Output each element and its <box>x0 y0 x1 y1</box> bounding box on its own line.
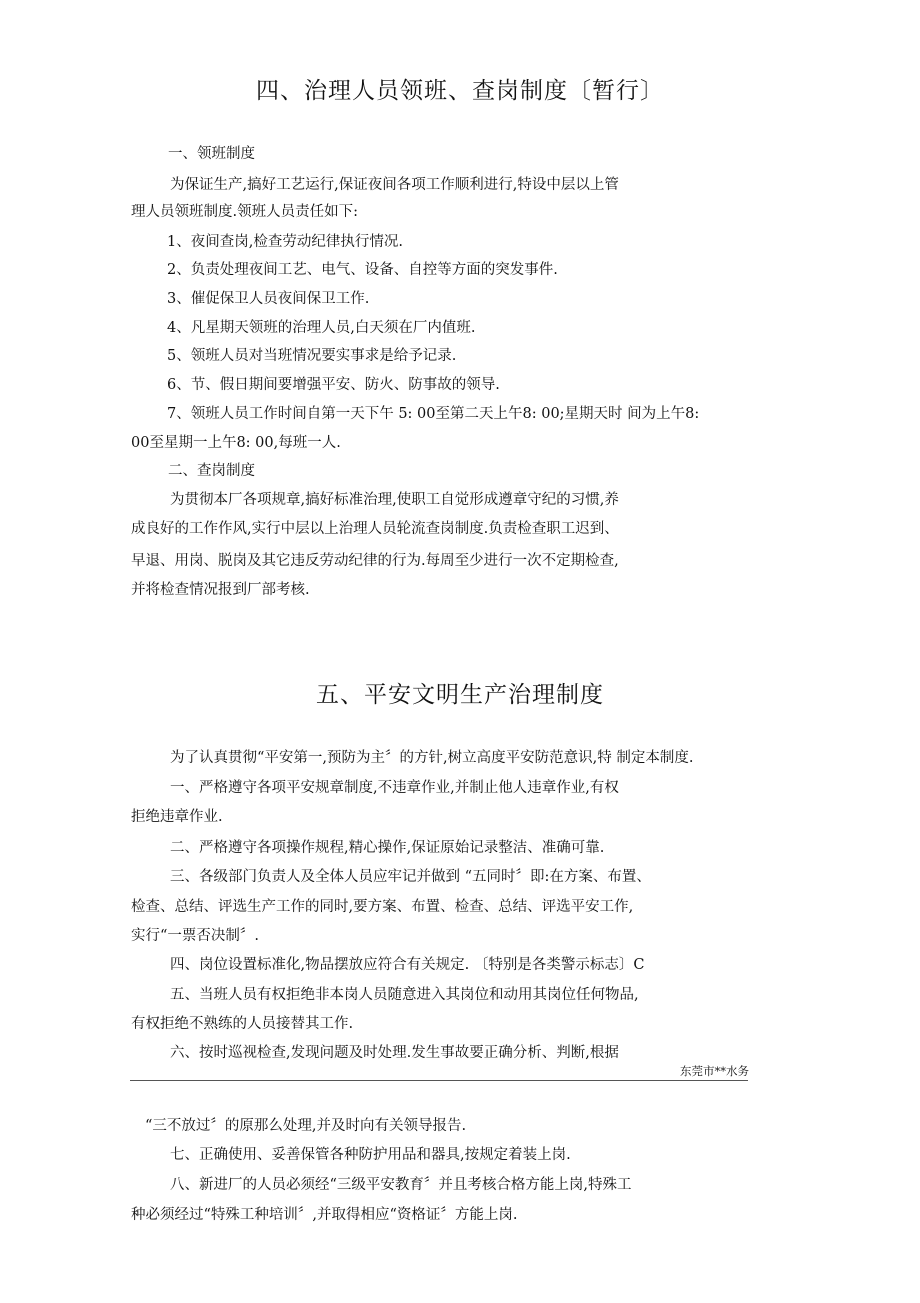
section5-rule-item: 八、新进厂的人员必须经“三级平安教育〞并且考核合格方能上岗,特殊工 <box>170 1177 632 1193</box>
section4-list-item: 1、夜间查岗,检查劳动纪律执行情况. <box>167 234 403 250</box>
section4-list-item: 7、领班人员工作时间自第一天下午 5: 00至第二天上午8: 00;星期天时 间为上午8: <box>167 406 700 422</box>
section5-rule-continued: 检查、总结、评选生产工作的同时,要方案、布置、检查、总结、评选平安工作, <box>131 899 634 915</box>
section5-title: 五、平安文明生产治理制度 <box>316 682 604 708</box>
section5-rule-continued: 有权拒绝不熟练的人员接替其工作. <box>131 1016 354 1032</box>
section5-rule-continued: 拒绝违章作业. <box>131 809 223 825</box>
section5-rule-item: 三、各级部门负责人及全体人员应牢记并做到 “五同时〞即:在方案、布置、 <box>170 869 651 885</box>
section4-paragraph-line: 并将检查情况报到厂部考核. <box>131 582 310 598</box>
section4-subheading-2: 二、查岗制度 <box>168 463 255 479</box>
section4-list-item-continued: 00至星期一上午8: 00,每班一人. <box>131 435 341 451</box>
section5-rule-item: 五、当班人员有权拒绝非本岗人员随意进入其岗位和动用其岗位任何物品, <box>170 987 639 1003</box>
section4-list-item: 6、节、假日期间要增强平安、防火、防事故的领导. <box>167 377 500 393</box>
section5-rule-item: 二、严格遵守各项操作规程,精心操作,保证原始记录整洁、准确可靠. <box>170 840 605 856</box>
section4-list-item: 4、凡星期天领班的治理人员,白天须在厂内值班. <box>167 320 476 336</box>
section4-list-item: 3、催促保卫人员夜间保卫工作. <box>167 291 370 307</box>
section4-paragraph-line: 为贯彻本厂各项规章,搞好标准治理,使职工自觉形成遵章守纪的习惯,养 <box>170 492 619 508</box>
section5-rule-item: 七、正确使用、妥善保管各种防护用品和器具,按规定着装上岗. <box>170 1147 571 1163</box>
section4-list-item: 5、领班人员对当班情况要实事求是给予记录. <box>167 348 457 364</box>
section5-intro: 为了认真贯彻“平安第一,预防为主〞的方针,树立高度平安防范意识,特 制定本制度. <box>170 750 694 766</box>
section4-paragraph-line: 为保证生产,搞好工艺运行,保证夜间各项工作顺利进行,特设中层以上管 <box>170 177 619 193</box>
section5-rule-continued: 实行“一票否决制〞. <box>131 928 260 944</box>
section4-paragraph-line: 早退、用岗、脱岗及其它违反劳动纪律的行为.每周至少进行一次不定期检查, <box>131 553 619 569</box>
section5-rule-item: 四、岗位设置标准化,物品摆放应符合有关规定. 〔特别是各类警示标志〕C <box>170 957 645 973</box>
section5-rule-item: 六、按时巡视检查,发现问题及时处理.发生事故要正确分析、判断,根据 <box>170 1045 619 1061</box>
section4-title: 四、治理人员领班、查岗制度〔暂行〕 <box>256 78 664 104</box>
section4-list-item: 2、负责处理夜间工艺、电气、设备、自控等方面的突发事件. <box>167 262 558 278</box>
section4-paragraph-line: 成良好的工作作风,实行中层以上治理人员轮流查岗制度.负责检查职工迟到、 <box>131 521 619 537</box>
section4-paragraph-line: 理人员领班制度.领班人员责任如下: <box>131 204 358 220</box>
section5-rule-continued: “三不放过〞的原那么处理,并及时向有关领导报告. <box>145 1118 467 1134</box>
section4-subheading-1: 一、领班制度 <box>168 146 255 162</box>
footer-divider <box>130 1080 748 1081</box>
section5-rule-item: 一、严格遵守各项平安规章制度,不违章作业,并制止他人违章作业,有权 <box>170 780 619 796</box>
page-footer-text: 东莞市**水务 <box>680 1064 749 1078</box>
section5-rule-continued: 种必须经过“特殊工种培训〞,并取得相应“资格证〞方能上岗. <box>131 1207 518 1223</box>
